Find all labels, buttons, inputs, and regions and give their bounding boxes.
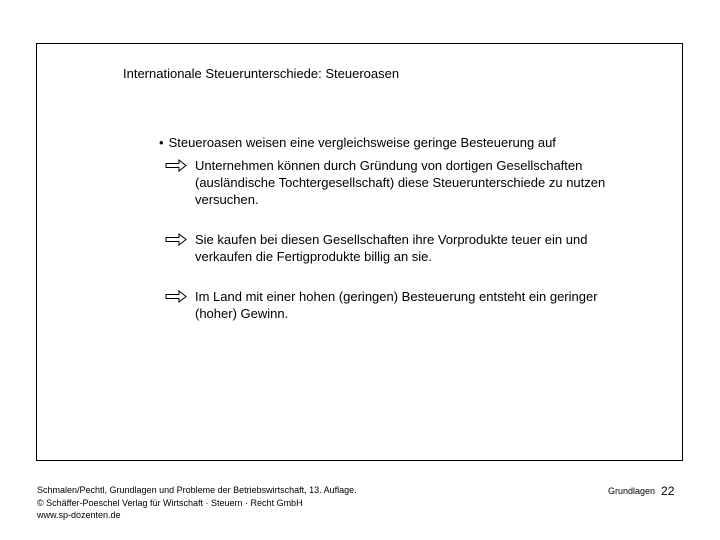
arrow-point-1 — [165, 157, 635, 208]
section-label: Grundlagen — [608, 485, 656, 496]
outline-right-arrow-icon — [165, 290, 187, 303]
slide-title: Internationale Steuerunterschiede: Steueroasen — [123, 66, 400, 81]
main-bullet-text: Steueroasen weisen eine vergleichsweise geringe Besteuerung auf — [168, 135, 556, 150]
arrow-point-text: Im Land mit einer hohen (geringen) Besteuerung entsteht ein geringer (hoher) Gewinn. — [195, 289, 598, 321]
main-bullet — [159, 135, 556, 150]
copyright-line: © Schäffer-Poeschel Verlag für Wirtschaft · Steuern · Recht GmbH — [37, 497, 303, 508]
website-line: www.sp-dozenten.de — [37, 510, 121, 520]
outline-right-arrow-icon — [165, 159, 187, 172]
footer-page-info — [608, 482, 674, 500]
arrow-point-text: Sie kaufen bei diesen Gesellschaften ihre Vorprodukte teuer ein und verkaufen die Fertigprodukte billig an sie. — [195, 232, 588, 264]
arrow-point-2 — [165, 231, 635, 265]
outline-right-arrow-icon — [165, 233, 187, 246]
bullet-marker: • — [159, 135, 164, 150]
arrow-point-text: Unternehmen können durch Gründung von dortigen Gesellschaften (ausländische Tochtergesellschaft) diese Steuerunterschiede zu nutzen versuchen. — [195, 158, 606, 207]
page-number: 22 — [661, 483, 675, 498]
citation-line: Schmalen/Pechtl, Grundlagen und Probleme der Betriebswirtschaft, 13. Auflage. — [37, 485, 357, 495]
arrow-point-3 — [165, 288, 635, 322]
footer-citation — [37, 484, 357, 522]
